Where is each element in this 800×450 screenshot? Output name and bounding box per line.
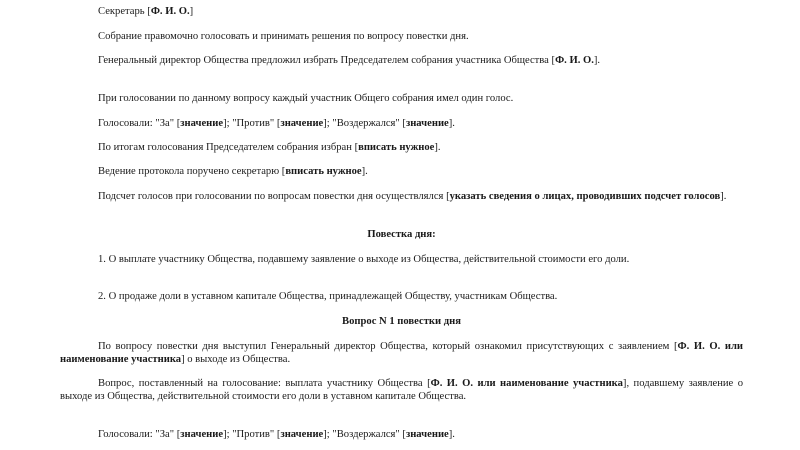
agenda-heading: Повестка дня: <box>367 229 436 240</box>
vote1-for-open: [ <box>176 118 181 129</box>
vote1-abstain-close: ]. <box>448 118 455 129</box>
agenda-item-2: 2. О продаже доли в уставном капитале Общества, принадлежащей Обществу, участникам Общества. <box>98 291 558 302</box>
counting-paragraph <box>60 190 743 203</box>
vote2-paragraph <box>60 428 743 441</box>
protocol-placeholder: вписать нужное <box>285 166 362 177</box>
counting-text: Подсчет голосов при голосовании по вопросам повестки дня осуществлялся <box>98 191 447 202</box>
document-page <box>60 0 743 450</box>
vote2-for-close: ]; "Против" <box>223 429 277 440</box>
counting-placeholder: указать сведения о лицах, проводивших подсчет голосов <box>449 191 721 202</box>
vote2-abstain-close: ]. <box>448 429 455 440</box>
protocol-paragraph <box>60 165 743 178</box>
vote1-for-value: значение <box>180 118 224 129</box>
vote2-against-open: [ <box>276 429 281 440</box>
vote-question-participant-placeholder: Ф. И. О. или наименование участника <box>430 378 623 389</box>
chair-result-text: По итогам голосования Председателем собрания избран <box>98 142 355 153</box>
vote2-for-value: значение <box>180 429 224 440</box>
chair-proposal-close-bracket: ]. <box>593 55 601 66</box>
chair-result-close-bracket: ]. <box>434 142 441 153</box>
question1-heading: Вопрос N 1 повестки дня <box>342 316 461 327</box>
protocol-text: Ведение протокола поручено секретарю <box>98 166 282 177</box>
agenda-item-1: 1. О выплате участнику Общества, подавшему заявление о выходе из Общества, действительной стоимости его доли. <box>98 254 630 265</box>
chair-proposal-paragraph <box>60 54 743 67</box>
vote-rule-paragraph: При голосовании по данному вопросу каждый участник Общего собрания имел один голос. <box>98 93 514 104</box>
speech-text: По вопросу повестки дня выступил Генеральный директор Общества, который ознакомил присутствующих с заявлением <box>98 341 674 352</box>
vote2-abstain-open: [ <box>402 429 406 440</box>
vote1-paragraph <box>60 117 743 130</box>
vote1-against-open: [ <box>276 118 281 129</box>
speech-paragraph <box>60 340 743 366</box>
vote-question-text: Вопрос, поставленный на голосование: выплата участнику Общества <box>98 378 428 389</box>
secretary-label: Секретарь <box>98 6 148 17</box>
counting-close-bracket: ]. <box>720 191 727 202</box>
chair-result-placeholder: вписать нужное <box>358 142 435 153</box>
quorum-paragraph: Собрание правомочно голосовать и принимать решения по вопросу повестки дня. <box>98 31 469 42</box>
vote1-against-close: ]; "Воздержался" <box>323 118 403 129</box>
vote2-label: Голосовали: "За" <box>98 429 177 440</box>
vote2-against-value: значение <box>280 429 324 440</box>
vote1-abstain-open: [ <box>402 118 406 129</box>
chair-result-open-bracket: [ <box>354 142 359 153</box>
secretary-name-placeholder: Ф. И. О. <box>150 6 190 17</box>
protocol-open-bracket: [ <box>281 166 286 177</box>
protocol-close-bracket: ]. <box>361 166 368 177</box>
vote-question-close-text: ], подавшему заявление о выходе из Общества, действительной стоимости его доли в уставном капитале Общества. <box>60 378 744 402</box>
counting-open-bracket: [ <box>446 191 450 202</box>
vote1-abstain-value: значение <box>405 118 449 129</box>
secretary-open-bracket: [ <box>147 6 151 17</box>
speech-open-bracket: [ <box>673 341 678 352</box>
vote1-label: Голосовали: "За" <box>98 118 177 129</box>
vote-question-paragraph <box>60 377 743 403</box>
chair-proposal-text: Генеральный директор Общества предложил избрать Председателем собрания участника Общества <box>98 55 552 66</box>
chair-result-paragraph <box>60 141 743 154</box>
vote2-abstain-value: значение <box>405 429 449 440</box>
chair-proposal-open-bracket: [ <box>551 55 556 66</box>
secretary-line <box>60 5 743 18</box>
vote2-for-open: [ <box>176 429 181 440</box>
vote1-against-value: значение <box>280 118 324 129</box>
speech-participant-placeholder: Ф. И. О. или наименование участника <box>60 341 744 365</box>
speech-close-text: ] о выходе из Общества. <box>181 354 291 365</box>
vote1-for-close: ]; "Против" <box>223 118 277 129</box>
chair-proposal-name-placeholder: Ф. И. О. <box>555 55 594 66</box>
vote-question-open-bracket: [ <box>427 378 431 389</box>
vote2-against-close: ]; "Воздержался" <box>323 429 403 440</box>
secretary-close-bracket: ] <box>189 6 194 17</box>
